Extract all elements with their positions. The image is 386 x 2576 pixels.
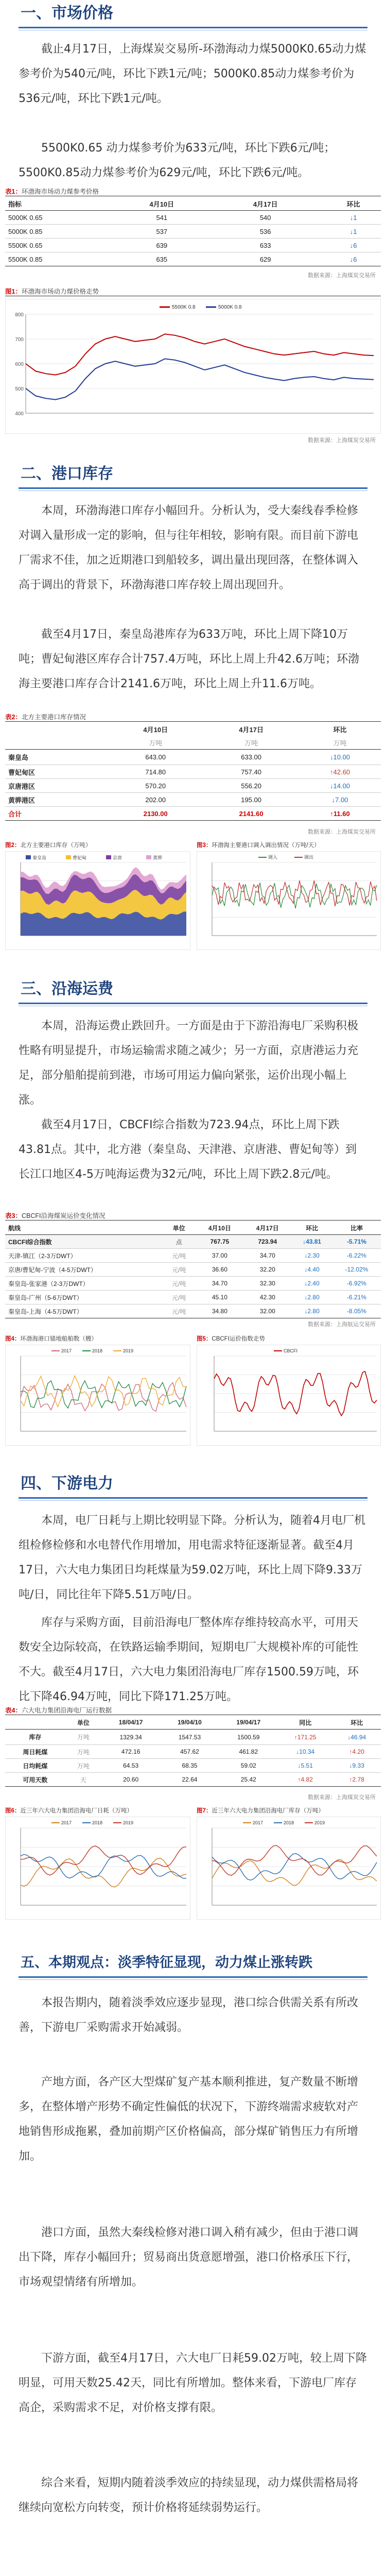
table-row: 黄骅港区 202.00 195.00 ↓7.00 xyxy=(5,793,381,807)
price-line-chart xyxy=(5,299,381,434)
table-header-row xyxy=(5,722,381,736)
paragraph: 截至4月17日，CBCFI综合指数为723.94点，环比上周下跌43.81点。其中，北方港（秦皇岛、天津港、京唐港、曹妃甸等）到长江口地区4-5万吨海运费为32元/吨，环比上周下跌2.8元/吨。 xyxy=(19,1118,357,1181)
plant-inventory-chart xyxy=(197,1817,381,1920)
paragraph: 综合来看，短期内随着淡季效应的持续显现，动力煤供需格局将继续向宽松方向转变，预计价格将延续弱势运行。 xyxy=(19,2477,359,2514)
figure-caption: 图1：环渤海市场动力煤价格走势 xyxy=(5,288,99,295)
section-rule xyxy=(19,1976,367,1978)
table-header: 环比 xyxy=(333,725,347,734)
table-row: 秦皇岛-张家港（2-3万DWT） 元/吨 34.70 32.30 ↓2.40 -6.92% xyxy=(5,1277,381,1291)
paragraph: 截至4月17日，秦皇岛港库存为633万吨，环比上周下降10万吨；曹妃甸港区库存合计757.4万吨，环比上周上升42.6万吨；环渤海主要港口库存合计2141.6万吨，环比上周上升11.6万吨。 xyxy=(19,628,359,690)
legend-label: 2017 xyxy=(253,1820,264,1825)
y-tick-label: 400 xyxy=(15,411,24,417)
table-row: 天津-镇江（2-3万DWT） 元/吨 37.00 34.70 ↓2.30 -6.22% xyxy=(5,1249,381,1263)
legend-label: CBCFI xyxy=(284,1348,297,1353)
table-header xyxy=(309,197,326,211)
chart-frame xyxy=(5,1345,190,1446)
data-source: 数据来源：上海煤炭交易所 xyxy=(308,829,376,835)
paragraph: 港口方面，虽然大秦线检修对港口调入稍有减少，但由于港口调出下降，库存小幅回升；贸易商出货意愿增强，港口价格承压下行，市场观望情绪有所增加。 xyxy=(19,2226,359,2289)
table-caption: 表1：环渤海市场动力煤参考价格 xyxy=(5,188,99,195)
table-top-rule xyxy=(5,721,381,722)
legend-swatch xyxy=(106,855,111,859)
table-unit-row: 万吨 万吨 万吨 xyxy=(5,736,381,750)
section-title: 四、下游电力 xyxy=(21,1475,113,1493)
price-table xyxy=(5,197,381,266)
cbcfi-index-chart xyxy=(197,1345,381,1446)
section-market-price-header xyxy=(0,3,386,36)
port-inventory-area-chart xyxy=(5,851,190,950)
table-row: 京唐/曹妃甸-宁波（4-5万DWT） 元/吨 36.60 32.20 ↓4.40 -12.02% xyxy=(5,1263,381,1277)
legend-label: 2018 xyxy=(92,1820,103,1825)
paragraph: 本周，环渤海港口库存小幅回升。分析认为，受大秦线春季检修对调入量形成一定的影响，但与往年相较，影响有限。而目前下游电厂需求不佳，加之近期港口到船较多，调出量出现回落，在整体调入高于调出的背景下，环渤海港口库存较上周出现回升。 xyxy=(19,504,359,591)
table-caption: 表2：北方主要港口库存情况 xyxy=(5,714,86,721)
section-title: 五、本期观点：淡季特征显现，动力煤止涨转跌 xyxy=(21,1955,312,1971)
table-row: 曹妃甸区 714.80 757.40 ↑42.60 xyxy=(5,765,381,779)
table-row: 日均耗煤 万吨 64.53 68.35 59.02 ↓5.51 ↓9.33 xyxy=(5,1759,381,1773)
legend-label: 黄骅 xyxy=(153,855,163,860)
table-row: 秦皇岛-广州（5-6万DWT） 元/吨 45.10 42.30 ↓2.80 -6.21% xyxy=(5,1291,381,1304)
table-header: 环比 xyxy=(326,197,381,211)
figure-caption: 图5：CBCFI运价指数走势 xyxy=(197,1336,265,1342)
legend-label: 秦皇岛 xyxy=(32,855,47,860)
section-rule-thin xyxy=(19,1979,367,1980)
port-inventory-table xyxy=(5,722,381,821)
freight-table xyxy=(5,1221,381,1318)
daily-consumption-chart xyxy=(5,1817,190,1920)
section-rule xyxy=(19,1497,367,1499)
figure-caption: 图6：近三年六大电力集团沿海电厂日耗（万吨） xyxy=(5,1808,133,1814)
table-row: 可用天数 天 20.60 22.64 25.42 ↑4.82 ↑2.78 xyxy=(5,1773,381,1787)
chart-frame xyxy=(197,1817,381,1920)
table-row: 京唐港区 570.20 556.20 ↓14.00 xyxy=(5,779,381,793)
table-row: 周日耗煤 万吨 472.16 457.62 461.82 ↓10.34 ↑4.20 xyxy=(5,1745,381,1759)
data-source: 数据来源：上海煤炭交易所 xyxy=(308,1794,376,1801)
paragraph: 本周，沿海运费止跌回升。一方面是由于下游沿海电厂采购积极性略有明显提升，市场运输需求随之减少；另一方面，京唐港运力充足，部分船舶提前到港，市场可用运力偏向紧张，运价出现小幅上涨。 xyxy=(19,1020,359,1107)
table-caption: 表4：六大电力集团沿海电厂运行数据 xyxy=(5,1707,112,1714)
figure-caption: 图2：北方主要港口库存（万吨） xyxy=(5,842,92,849)
table-header: 4月10日 xyxy=(143,725,168,734)
paragraph: 产地方面，各产区大型煤矿复产基本顺利推进，复产数量不断增多，在整体增产形势不确定性偏低的状况下，下游终端需求疲软对产地销售形成拖累，叠加前期产区价格偏高，部分煤矿销售压力有所增加。 xyxy=(19,2076,359,2163)
table-header-row: 航线 单位 4月10日 4月17日 环比 比率 xyxy=(5,1221,381,1235)
anchorage-ships-chart xyxy=(5,1345,190,1446)
table-header: 4月17日 xyxy=(222,197,309,211)
chart-frame xyxy=(5,1817,190,1920)
legend-label: 2019 xyxy=(123,1820,134,1825)
legend-label: 2018 xyxy=(92,1348,103,1353)
legend-label: 调入 xyxy=(268,855,278,860)
legend-label: 2017 xyxy=(61,1348,72,1353)
section-rule-thin xyxy=(19,1500,367,1501)
section-rule xyxy=(19,487,367,489)
section-title: 一、市场价格 xyxy=(21,4,113,22)
table-header-row xyxy=(5,197,381,211)
legend-swatch xyxy=(66,855,71,859)
port-flow-line-chart xyxy=(197,851,381,950)
paragraph: 库存与采购方面，目前沿海电厂整体库存维持较高水平，可用天数安全边际较高，在铁路运输季期间，短期电厂大规模补库的可能性不大。截至4月17日，六大电力集团沿海电厂库存1500.59万吨，环比下降46.94万吨，同比下降171.25万吨。 xyxy=(19,1616,359,1703)
legend-label: 2017 xyxy=(61,1820,72,1825)
table-header: 4月17日 xyxy=(239,725,264,734)
paragraph: 5500K0.65 动力煤参考价为633元/吨，环比下跌6元/吨；5500K0.85动力煤参考价为629元/吨，环比下跌6元/吨。 xyxy=(19,142,336,179)
table-row: 5000K 0.85 537 536 ↓1 xyxy=(5,225,381,239)
table-row: 5000K 0.65 541 540 ↓1 xyxy=(5,211,381,225)
y-tick-label: 500 xyxy=(15,386,24,392)
y-tick-label: 800 xyxy=(15,312,24,318)
legend-label: 调出 xyxy=(304,855,314,860)
table-header: 指标 xyxy=(5,197,119,211)
y-tick-label: 700 xyxy=(15,337,24,343)
section-title: 三、沿海运费 xyxy=(21,980,113,998)
table-row: 秦皇岛 643.00 633.00 ↓10.00 xyxy=(5,750,381,765)
paragraph: 本周，电厂日耗与上期比较明显下降。分析认为，随着4月电厂机组检修检修和水电替代作用增加，用电需求特征逐渐显著。截至4月17日，六大电力集团日均耗煤量为59.02万吨，环比上周下降9.33万吨/日，同比往年下降5.51万吨/日。 xyxy=(19,1514,365,1601)
section-rule xyxy=(19,27,367,28)
legend-label: 2019 xyxy=(314,1820,325,1825)
section-title: 二、港口库存 xyxy=(21,465,113,483)
legend-label: 曹妃甸 xyxy=(73,855,87,860)
table-row: 5500K 0.85 635 629 ↓6 xyxy=(5,252,381,266)
paragraph: 截止4月17日，上海煤炭交易所-环渤海动力煤5000K0.65动力煤参考价为540元/吨，环比下跌1元/吨；5000K0.85动力煤参考价为536元/吨，环比下跌1元/吨。 xyxy=(19,43,366,105)
section-power-header xyxy=(0,1473,386,1506)
y-tick-label: 600 xyxy=(15,362,24,367)
data-source: 数据来源：上海煤炭交易所 xyxy=(308,437,376,444)
section-rule xyxy=(19,1003,367,1004)
legend-label: 2019 xyxy=(123,1348,134,1353)
legend-label: 京唐 xyxy=(113,855,122,860)
legend-label: 2018 xyxy=(284,1820,294,1825)
chart-frame xyxy=(197,1345,381,1446)
legend-swatch xyxy=(26,855,31,859)
table-row: 5500K 0.65 639 633 ↓6 xyxy=(5,239,381,252)
table-row: CBCFI综合指数 点 767.75 723.94 ↓43.81 -5.71% xyxy=(5,1235,381,1249)
section-port-inventory-header xyxy=(0,464,386,497)
table-header: 4月10日 xyxy=(119,197,205,211)
table-top-rule xyxy=(5,1220,381,1221)
table-caption: 表3：CBCFI沿海煤炭运价变化情况 xyxy=(5,1212,106,1219)
power-plant-table xyxy=(5,1716,381,1787)
section-outlook-header xyxy=(0,1953,386,1986)
chart-frame xyxy=(5,299,381,434)
section-freight-header xyxy=(0,979,386,1012)
table-row: 秦皇岛-上海（4-5万DWT） 元/吨 34.80 32.00 ↓2.80 -8.05% xyxy=(5,1304,381,1318)
table-row: 库存 万吨 1329.34 1547.53 1500.59 ↑171.25 ↓46.94 xyxy=(5,1730,381,1745)
paragraph: 下游方面，截至4月17日，六大电厂日耗59.02万吨，较上周下降明显，可用天数25.42天，同比有所增加。整体来看，下游电厂库存高企，采购需求不足，对价格支撑有限。 xyxy=(19,2352,367,2414)
section-rule-thin xyxy=(19,490,367,491)
table-header-row: 单位 18/04/17 19/04/10 19/04/17 同比 环比 xyxy=(5,1716,381,1730)
data-source: 数据来源：上海航运交易所 xyxy=(308,1321,376,1328)
chart-frame xyxy=(197,851,381,950)
table-total-row: 合计 2130.00 2141.60 ↑11.60 xyxy=(5,807,381,821)
figure-caption: 图7：近三年六大电力集团沿海电厂库存（万吨） xyxy=(197,1808,324,1814)
data-source: 数据来源：上海煤炭交易所 xyxy=(308,273,376,279)
paragraph: 本报告期内，随着淡季效应逐步显现，港口综合供需关系有所改善，下游电厂采购需求开始减弱。 xyxy=(19,1996,359,2034)
table-header xyxy=(205,197,222,211)
figure-caption: 图4：环渤海港口锚地船舶数（艘） xyxy=(5,1336,97,1342)
legend-swatch xyxy=(146,855,151,859)
legend-label: 5000K 0.8 xyxy=(218,304,242,310)
legend-label: 5500K 0.8 xyxy=(172,304,196,310)
figure-caption: 图3：环渤海主要港口调入调出情况（万吨/天） xyxy=(197,842,320,849)
